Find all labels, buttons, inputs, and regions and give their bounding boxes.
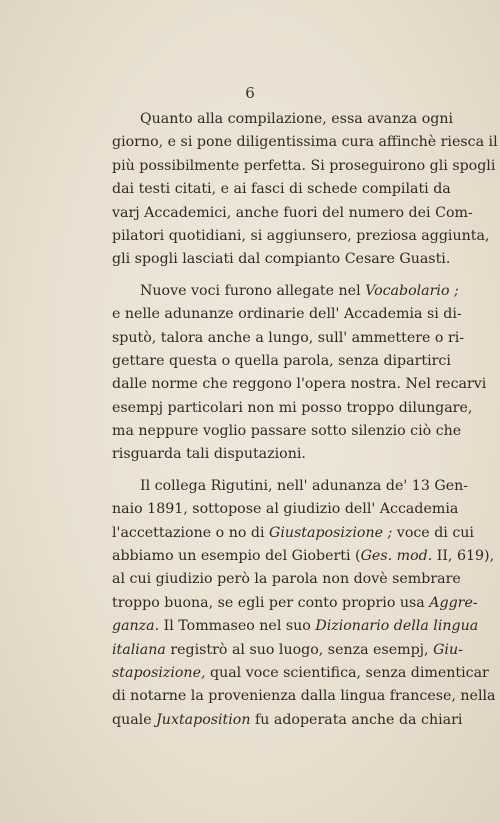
- italic-term: ganza.: [112, 618, 160, 635]
- text-line: dai testi citati, e ai fasci di schede compilati da: [112, 181, 451, 198]
- text-line: [112, 709, 463, 732]
- text-line: [112, 662, 489, 685]
- text-line: [112, 545, 495, 568]
- text-line: Il collega Rigutini, nell' adunanza de' 13 Gen-: [140, 477, 469, 494]
- italic-term: Giu-: [433, 641, 463, 658]
- text-segment: Il Tommaseo nel suo: [159, 618, 316, 635]
- italic-term: Juxtaposition: [156, 711, 251, 728]
- paragraph-3: [112, 475, 496, 732]
- text-line: più possibilmente perfetta. Si proseguirono gli spogli: [112, 157, 496, 174]
- text-segment: voce di cui: [392, 524, 474, 541]
- text-line: al cui giudizio però la parola non dovè sembrare: [112, 571, 461, 588]
- italic-term: staposizione,: [112, 664, 206, 681]
- text-line: gli spogli lasciati dal compianto Cesare Guasti.: [112, 251, 451, 268]
- text-segment: Nuove voci furono allegate nel: [140, 282, 366, 299]
- italic-term: Aggre-: [429, 594, 478, 611]
- text-segment: fu adoperata anche da chiari: [250, 711, 463, 728]
- italic-term: Giustaposizione ;: [269, 524, 393, 541]
- text-line: esempj particolari non mi posso troppo dilungare,: [112, 399, 473, 416]
- text-segment: l'accettazione o no di: [112, 524, 270, 541]
- text-line: risguarda tali disputazioni.: [112, 446, 306, 463]
- text-line: Quanto alla compilazione, essa avanza ogni: [140, 111, 454, 127]
- text-line: [112, 592, 478, 615]
- italic-term: Ges. mod.: [360, 548, 433, 565]
- text-line: gettare questa o quella parola, senza dipartirci: [112, 352, 451, 369]
- text-block: [112, 108, 498, 732]
- text-segment: qual voce scientifica, senza dimenticar: [205, 664, 489, 681]
- text-segment: registrò al suo luogo, senza esempj,: [165, 641, 434, 658]
- page-number: 6: [245, 84, 255, 102]
- text-line: sputò, talora anche a lungo, sull' ammettere o ri-: [112, 329, 465, 346]
- text-line: ma neppure voglio passare sotto silenzio ciò che: [112, 423, 462, 440]
- text-line: [112, 522, 474, 545]
- text-line: dalle norme che reggono l'opera nostra. Nel recarvi: [112, 376, 487, 393]
- italic-term: Vocabolario ;: [365, 282, 459, 299]
- text-line: [112, 615, 479, 638]
- text-segment: II, 619),: [432, 548, 495, 565]
- text-segment: abbiamo un esempio del Gioberti (: [112, 548, 361, 565]
- italic-term: Dizionario della lingua: [315, 618, 479, 635]
- text-segment: troppo buona, se egli per conto proprio usa: [112, 594, 430, 611]
- paragraph-1: [112, 108, 498, 272]
- text-line: pilatori quotidiani, si aggiunsero, preziosa aggiunta,: [112, 227, 490, 244]
- text-line: [112, 639, 463, 662]
- text-line: e nelle adunanze ordinarie dell' Accademia si di-: [112, 306, 462, 323]
- paragraph-2: [112, 280, 487, 467]
- text-segment: quale: [112, 711, 157, 728]
- text-line: di notarne la provenienza dalla lingua francese, nella: [112, 688, 496, 705]
- text-line: [112, 280, 459, 303]
- italic-term: italiana: [112, 641, 166, 658]
- text-line: giorno, e si pone diligentissima cura affinchè riesca il: [112, 134, 498, 151]
- text-line: naio 1891, sottopose al giudizio dell' Accademia: [112, 501, 459, 518]
- text-line: varj Accademici, anche fuori del numero dei Com-: [112, 204, 473, 221]
